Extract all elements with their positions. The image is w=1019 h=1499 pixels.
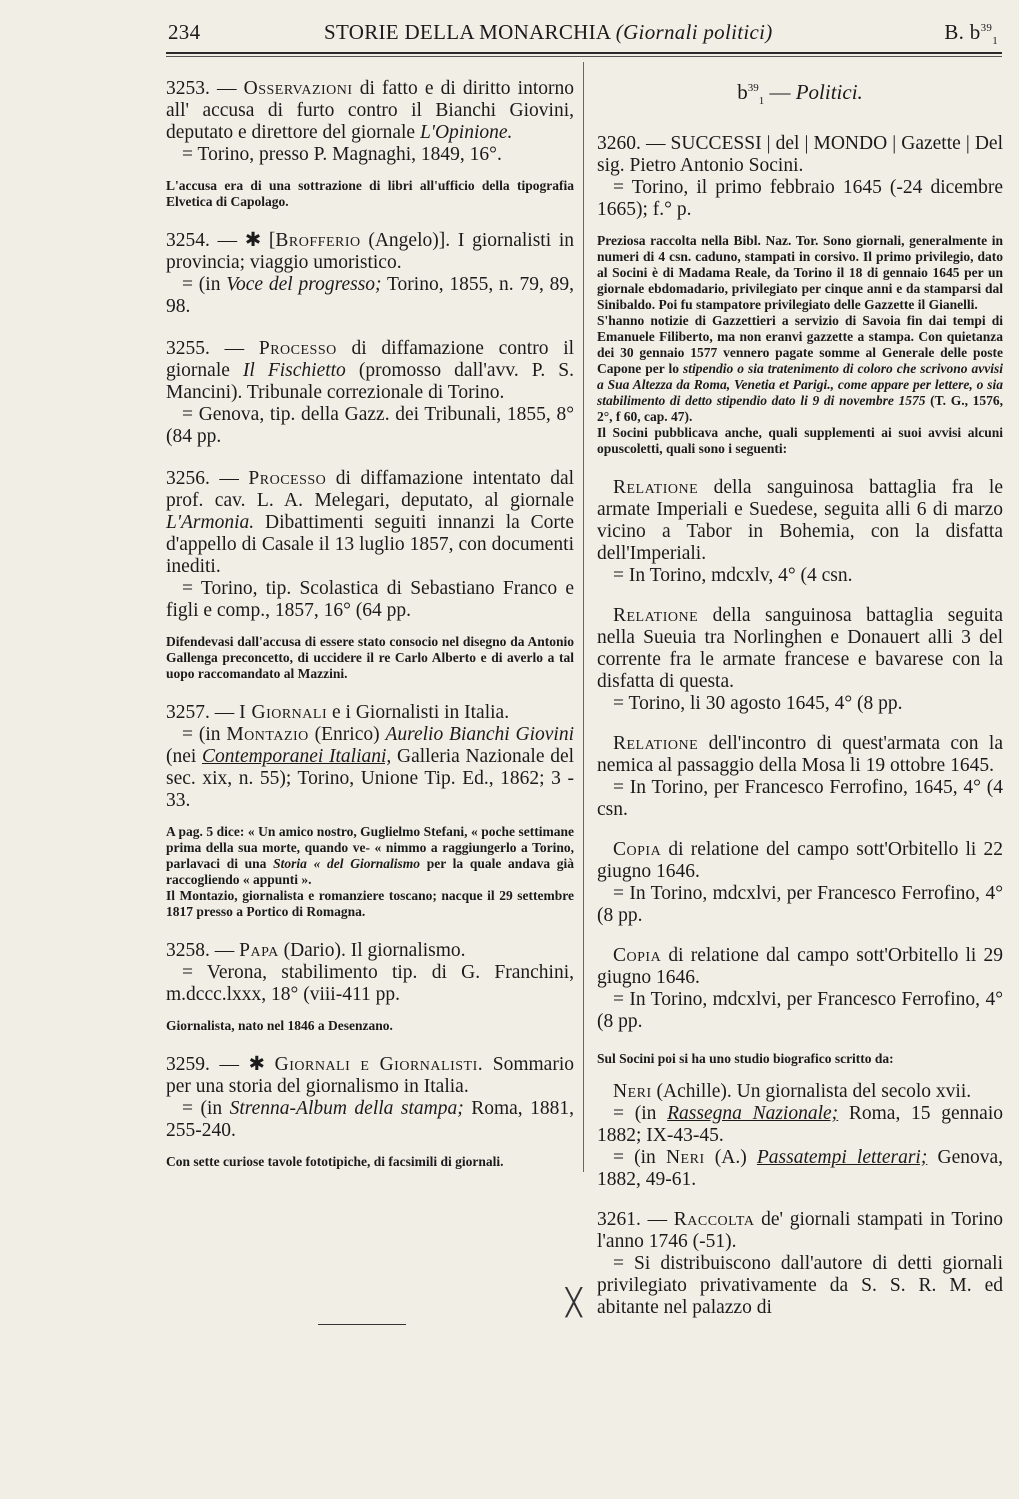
entry-3259-note: Con sette curiose tavole fototipiche, di facsimili di giornali. (166, 1154, 504, 1169)
entry-3259: 3259. — ✱ Giornali e Giornalisti. Sommario per una storia del giornalismo in Italia. = (in Strenna-Album della stampa; Roma, 1881, 255-240. Con sette curiose tavole fototipiche, di facsimili di giornali. (166, 1054, 574, 1169)
right-column (597, 78, 1003, 1339)
entry-3257: 3257. — I Giornali e i Giornalisti in Italia. = (in Montazio (Enrico) Aurelio Bianchi Giovini (nei Contemporanei Italiani, Galleria Nazionale del sec. xix, n. 55); Torino, Unione Tip. Ed., 1862; 3 - 33. A pag. 5 dice: « Un amico nostro, Guglielmo Stefani, « poche settimane prima della sua morte, quando ve- « nimmo a raggiungerlo a Torino, parlavaci di una Storia « del Giornalismo per la quale andava già raccogliendo « appunti ». Il Montazio, giornalista e romanziere toscano; nacque il 29 settembre 1817 presso a Portico di Romagna. (166, 702, 575, 919)
running-header (164, 18, 1004, 48)
entry-3256: 3256. — Processo di diffamazione intentato dal prof. cav. L. A. Melegari, deputato, al giornale L'Armonia. Dibattimenti seguiti innanzi la Corte d'appello di Casale il 13 luglio 1857, con documenti inediti. = Torino, tip. Scolastica di Sebastiano Franco e figli e comp., 1857, 16° (64 pp. Difendevasi dall'accusa di essere stato consocio nel disegno da Antonio Gallenga preconcetto, di uccidere il re Carlo Alberto e di averlo a tal uopo raccomandato al Mazzini. (166, 468, 575, 681)
entry-3260: 3260. — SUCCESSI | del | MONDO | Gazette | Del sig. Pietro Antonio Socini. = Torino, il primo febbraio 1645 (-24 dicembre 1665); f.° p. Preziosa raccolta nella Bibl. Naz. Tor. Sono giornali, generalmente in numeri di 4 csn. caduno, stampati in corsivo. Il primo privilegio, dato al Socini è di Madama Reale, da Torino il 18 di gennaio 1645 per un giornale ebdomadario, privilegiato per cinque anni e da stamparsi dal Sinibaldo. Poi fu stampatore privilegiato delle Gazzette il Gianelli. S'hanno notizie di Gazzettieri a servizio di Savoia fin dai tempi di Emanuele Filiberto, ma non eranvi gazzette a stampa. Con quietanza dei 30 gennaio 1577 vennero pagate somme al Generale delle poste Capone per lo stipendio o sia tratenimento di coloro che scrivono avvisi a Sua Altezza da Roma, Venetia et Parigi., come appare per lettere, o sia stabilimento di detto stipendio dato li 9 di novembre 1575 (T. G., 1576, 2°, f 60, cap. 47). Il Socini pubblicava anche, quali supplementi ai suoi avvisi alcuni opuscoletti, quali sono i seguenti: (597, 133, 1004, 457)
entry-3256-imprint: = Torino, tip. Scolastica di Sebastiano Franco e figli e comp., 1857, 16° (64 pp. (166, 578, 574, 621)
left-column (166, 78, 574, 1190)
margin-cross-mark: ╳ (566, 1288, 582, 1317)
end-rule (318, 1324, 406, 1325)
entry-3253: 3253. — Osservazioni di fatto e di diritto intorno all' accusa di furto contro il Bianchi Giovini, deputato e direttore del giornale L'Opinione. = Torino, presso P. Magnaghi, 1849, 16°. L'accusa era di una sottrazione di libri all'ufficio della tipografia Elvetica di Capolago. (166, 78, 575, 209)
entry-3260-note: Preziosa raccolta nella Bibl. Naz. Tor. Sono giornali, generalmente in numeri di 4 csn. caduno, stampati in corsivo. Il primo privilegio, dato al Socini è di Madama Reale, da Torino il 18 di gennaio 1645 per un giornale ebdomadario, privilegiato per cinque anni e da stamparsi dal Sinibaldo. Poi fu stampatore privilegiato delle Gazzette il Gianelli. S'hanno notizie di Gazzettieri a servizio di Savoia fin dai tempi di Emanuele Filiberto, ma non eranvi gazzette a stampa. Con quietanza dei 30 gennaio 1577 vennero pagate somme al Generale delle poste Capone per lo stipendio o sia tratenimento di coloro che scrivono avvisi a Sua Altezza da Roma, Venetia et Parigi., come appare per lettere, o sia stabilimento di detto stipendio dato li 9 di novembre 1575 (T. G., 1576, 2°, f 60, cap. 47). Il Socini pubblicava anche, quali supplementi ai suoi avvisi alcuni opuscoletti, quali sono i seguenti: (597, 233, 1004, 457)
header-rule (166, 52, 1002, 54)
neri-entry: Neri (Achille). Un giornalista del secolo xvii. = (in Rassegna Nazionale; Roma, 15 gennaio 1882; IX-43-45. = (in Neri (A.) Passatempi letterari; Genova, 1882, 49-61. (597, 1081, 1004, 1191)
entry-3253-imprint: = Torino, presso P. Magnaghi, 1849, 16°. (182, 144, 502, 165)
entry-3254: 3254. — ✱ [Brofferio (Angelo)]. I giornalisti in provincia; viaggio umoristico. = (in Voce del progresso; Torino, 1855, n. 79, 89, 98. (166, 230, 575, 317)
entry-3257-imprint: = (in Montazio (Enrico) Aurelio Bianchi Giovini (nei Contemporanei Italiani, Galleria Nazionale del sec. xix, n. 55); Torino, Unione Tip. Ed., 1862; 3 - 33. (166, 724, 575, 811)
relatione-3: Relatione dell'incontro di quest'armata con la nemica al passaggio della Mosa li 19 ottobre 1645. = In Torino, per Francesco Ferrofino, 1645, 4° (4 csn. (597, 733, 1004, 821)
entry-3253-note: L'accusa era di una sottrazione di libri all'ufficio della tipografia Elvetica di Capolago. (166, 178, 574, 209)
running-title: STORIE DELLA MONARCHIA (Giornali politici) (324, 20, 773, 44)
header-rule-thin (166, 56, 1002, 57)
section-heading: $b^{39}_1$ — Politici. (737, 80, 863, 108)
entry-3261: 3261. — Raccolta de' giornali stampati in Torino l'anno 1746 (-51). = Si distribuiscono dall'autore di detti giornali privilegiato privativamente da S. S. R. M. ed abitante nel palazzo di (597, 1209, 1004, 1319)
study-note: Sul Socini poi si ha uno studio biografico scritto da: (597, 1051, 894, 1067)
section-signature: B. $b^{39}_1$ (944, 20, 998, 48)
relatione-1: Relatione della sanguinosa battaglia fra le armate Imperiali e Suedese, seguita alli 6 di marzo vicino a Tabor in Bohemia, con la disfatta dell'Imperiali. = In Torino, mdcxlv, 4° (4 csn. (597, 477, 1004, 587)
column-divider (583, 62, 584, 1172)
entry-3255-imprint: = Genova, tip. della Gazz. dei Tribunali, 1855, 8° (84 pp. (166, 404, 574, 447)
entry-3257-note: A pag. 5 dice: « Un amico nostro, Guglielmo Stefani, « poche settimane prima della sua morte, quando ve- « nimmo a raggiungerlo a Torino, parlavaci di una Storia « del Giornalismo per la quale andava già raccogliendo « appunti ». Il Montazio, giornalista e romanziere toscano; nacque il 29 settembre 1817 presso a Portico di Romagna. (166, 824, 575, 919)
entry-3255: 3255. — Processo di diffamazione contro il giornale Il Fischietto (promosso dall'avv. P. S. Mancini). Tribunale correzionale di Torino. = Genova, tip. della Gazz. dei Tribunali, 1855, 8° (84 pp. (166, 338, 575, 447)
relatione-2: Relatione della sanguinosa battaglia seguita nella Sueuia tra Norlinghen e Donauert alli 3 del corrente fra le armate francese e bavarese con la disfatta di questa. = Torino, li 30 agosto 1645, 4° (8 pp. (597, 605, 1004, 715)
running-title-italic: (Giornali politici) (615, 20, 773, 44)
entry-3258-imprint: = Verona, stabilimento tip. di G. Franchini, m.dccc.lxxx, 18° (viii-411 pp. (166, 962, 574, 1005)
entry-3254-imprint: = (in Voce del progresso; Torino, 1855, n. 79, 89, 98. (166, 274, 574, 317)
entry-3259-imprint: = (in Strenna-Album della stampa; Roma, 1881, 255-240. (166, 1098, 574, 1141)
page-number: 234 (168, 20, 201, 44)
copia-1: Copia di relatione del campo sott'Orbitello li 22 giugno 1646. = In Torino, mdcxlvi, per Francesco Ferrofino, 4° (8 pp. (597, 839, 1003, 927)
entry-3260-imprint: = Torino, il primo febbraio 1645 (-24 dicembre 1665); f.° p. (597, 177, 1003, 221)
entry-3256-note: Difendevasi dall'accusa di essere stato consocio nel disegno da Antonio Gallenga preconcetto, di uccidere il re Carlo Alberto e di averlo a tal uopo raccomandato al Mazzini. (166, 634, 574, 681)
copia-2: Copia di relatione dal campo sott'Orbitello li 29 giugno 1646. = In Torino, mdcxlvi, per Francesco Ferrofino, 4° (8 pp. (597, 945, 1003, 1033)
entry-3258: 3258. — Papa (Dario). Il giornalismo. = Verona, stabilimento tip. di G. Franchini, m.dccc.lxxx, 18° (viii-411 pp. Giornalista, nato nel 1846 a Desenzano. (166, 940, 574, 1033)
entry-3258-note: Giornalista, nato nel 1846 a Desenzano. (166, 1018, 393, 1033)
